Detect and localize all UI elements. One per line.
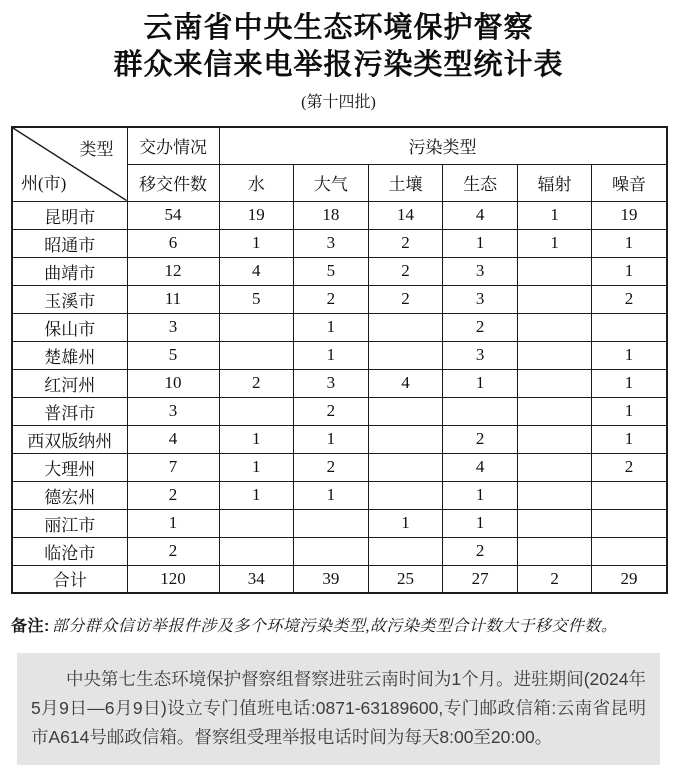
value-cell: 18 — [294, 201, 369, 229]
value-cell: 5 — [127, 341, 219, 369]
table-row — [12, 425, 667, 453]
page-title — [11, 10, 666, 84]
region-cell: 丽江市 — [12, 509, 127, 537]
value-cell: 1 — [294, 425, 369, 453]
value-cell: 54 — [127, 201, 219, 229]
region-cell: 保山市 — [12, 313, 127, 341]
value-cell: 3 — [443, 341, 518, 369]
value-cell: 1 — [294, 341, 369, 369]
value-cell: 1 — [443, 481, 518, 509]
region-cell: 德宏州 — [12, 481, 127, 509]
value-cell: 1 — [127, 509, 219, 537]
region-cell: 昆明市 — [12, 201, 127, 229]
value-cell: 2 — [443, 425, 518, 453]
value-cell: 1 — [592, 369, 667, 397]
value-cell — [219, 397, 294, 425]
value-cell: 1 — [592, 229, 667, 257]
region-cell: 红河州 — [12, 369, 127, 397]
corner-label-region: 州(市) — [21, 173, 67, 193]
value-cell — [517, 425, 592, 453]
table-row — [12, 537, 667, 565]
header-transferred-count: 移交件数 — [127, 164, 219, 201]
value-cell: 1 — [443, 509, 518, 537]
total-label-cell: 合计 — [12, 565, 127, 593]
region-cell: 西双版纳州 — [12, 425, 127, 453]
value-cell — [517, 509, 592, 537]
title-line-1: 云南省中央生态环境保护督察 — [143, 12, 534, 44]
value-cell: 4 — [443, 453, 518, 481]
corner-header-cell — [12, 127, 127, 201]
table-row — [12, 369, 667, 397]
region-cell: 玉溪市 — [12, 285, 127, 313]
value-cell: 39 — [294, 565, 369, 593]
value-cell: 29 — [592, 565, 667, 593]
value-cell: 2 — [127, 537, 219, 565]
value-cell: 2 — [592, 285, 667, 313]
value-cell: 5 — [294, 257, 369, 285]
value-cell — [517, 285, 592, 313]
value-cell — [219, 313, 294, 341]
value-cell: 34 — [219, 565, 294, 593]
value-cell: 2 — [592, 453, 667, 481]
value-cell: 1 — [592, 425, 667, 453]
value-cell: 6 — [127, 229, 219, 257]
corner-label-type: 类型 — [79, 140, 114, 159]
table-row — [12, 285, 667, 313]
table-row — [12, 313, 667, 341]
region-cell: 临沧市 — [12, 537, 127, 565]
value-cell: 2 — [294, 453, 369, 481]
title-line-2: 群众来信来电举报污染类型统计表 — [113, 49, 564, 81]
value-cell: 4 — [368, 369, 443, 397]
header-ecology: 生态 — [443, 164, 518, 201]
value-cell: 1 — [592, 341, 667, 369]
value-cell: 2 — [368, 229, 443, 257]
value-cell: 3 — [127, 313, 219, 341]
table-header — [12, 127, 667, 201]
value-cell: 1 — [368, 509, 443, 537]
table-row — [12, 397, 667, 425]
value-cell: 4 — [219, 257, 294, 285]
region-cell: 楚雄州 — [12, 341, 127, 369]
statistics-table — [11, 126, 668, 594]
region-cell: 普洱市 — [12, 397, 127, 425]
value-cell: 3 — [127, 397, 219, 425]
value-cell: 1 — [443, 229, 518, 257]
value-cell — [517, 369, 592, 397]
value-cell: 10 — [127, 369, 219, 397]
value-cell — [443, 397, 518, 425]
value-cell: 1 — [443, 369, 518, 397]
value-cell: 11 — [127, 285, 219, 313]
value-cell — [219, 509, 294, 537]
table-row — [12, 509, 667, 537]
header-handling: 交办情况 — [127, 127, 219, 164]
value-cell: 27 — [443, 565, 518, 593]
value-cell — [219, 537, 294, 565]
table-row — [12, 201, 667, 229]
table-row — [12, 341, 667, 369]
header-row-groups — [12, 127, 667, 164]
value-cell: 3 — [443, 285, 518, 313]
value-cell — [517, 341, 592, 369]
value-cell — [294, 509, 369, 537]
value-cell: 4 — [443, 201, 518, 229]
value-cell — [517, 453, 592, 481]
value-cell — [592, 313, 667, 341]
value-cell: 3 — [294, 229, 369, 257]
value-cell — [368, 313, 443, 341]
value-cell — [517, 397, 592, 425]
value-cell — [368, 481, 443, 509]
value-cell: 2 — [294, 285, 369, 313]
value-cell: 7 — [127, 453, 219, 481]
header-radiation: 辐射 — [517, 164, 592, 201]
value-cell: 120 — [127, 565, 219, 593]
value-cell: 2 — [443, 537, 518, 565]
value-cell — [592, 537, 667, 565]
value-cell — [517, 257, 592, 285]
value-cell: 1 — [592, 257, 667, 285]
value-cell — [517, 313, 592, 341]
header-air: 大气 — [294, 164, 369, 201]
footnote-text: 部分群众信访举报件涉及多个环境污染类型,故污染类型合计数大于移交件数。 — [51, 618, 618, 635]
value-cell: 2 — [127, 481, 219, 509]
value-cell — [517, 537, 592, 565]
value-cell: 4 — [127, 425, 219, 453]
value-cell — [368, 397, 443, 425]
value-cell — [517, 481, 592, 509]
table-row — [12, 257, 667, 285]
value-cell: 1 — [294, 313, 369, 341]
region-cell: 曲靖市 — [12, 257, 127, 285]
value-cell: 3 — [443, 257, 518, 285]
value-cell: 2 — [219, 369, 294, 397]
footer-notice: 中央第七生态环境保护督察组督察进驻云南时间为1个月。进驻期间(2024年5月9日—6月9日)设立专门值班电话:0871-63189600,专门邮政信箱:云南省昆明市A614号邮政信箱。督察组受理举报电话时间为每天8:00至20:00。 — [17, 653, 660, 765]
value-cell — [294, 537, 369, 565]
value-cell: 14 — [368, 201, 443, 229]
value-cell: 3 — [294, 369, 369, 397]
value-cell: 1 — [592, 397, 667, 425]
header-water: 水 — [219, 164, 294, 201]
table-row — [12, 453, 667, 481]
value-cell: 1 — [294, 481, 369, 509]
value-cell: 19 — [219, 201, 294, 229]
header-soil: 土壤 — [368, 164, 443, 201]
value-cell: 5 — [219, 285, 294, 313]
region-cell: 昭通市 — [12, 229, 127, 257]
value-cell — [592, 481, 667, 509]
header-pollution-type: 污染类型 — [219, 127, 667, 164]
table-row — [12, 229, 667, 257]
value-cell: 1 — [517, 201, 592, 229]
value-cell: 1 — [219, 481, 294, 509]
value-cell: 12 — [127, 257, 219, 285]
value-cell — [368, 341, 443, 369]
batch-subtitle: (第十四批) — [301, 94, 376, 111]
value-cell — [368, 453, 443, 481]
value-cell — [219, 341, 294, 369]
value-cell — [368, 537, 443, 565]
value-cell: 2 — [368, 285, 443, 313]
value-cell: 2 — [443, 313, 518, 341]
total-row — [12, 565, 667, 593]
value-cell: 25 — [368, 565, 443, 593]
table-body — [12, 201, 667, 593]
value-cell: 1 — [219, 453, 294, 481]
value-cell: 1 — [219, 229, 294, 257]
value-cell: 2 — [294, 397, 369, 425]
value-cell: 1 — [219, 425, 294, 453]
value-cell: 1 — [517, 229, 592, 257]
footnote-label: 备注: — [11, 618, 50, 635]
footnote — [11, 613, 666, 636]
table-row — [12, 481, 667, 509]
value-cell: 2 — [517, 565, 592, 593]
value-cell: 19 — [592, 201, 667, 229]
value-cell — [368, 425, 443, 453]
region-cell: 大理州 — [12, 453, 127, 481]
value-cell: 2 — [368, 257, 443, 285]
header-noise: 噪音 — [592, 164, 667, 201]
value-cell — [592, 509, 667, 537]
